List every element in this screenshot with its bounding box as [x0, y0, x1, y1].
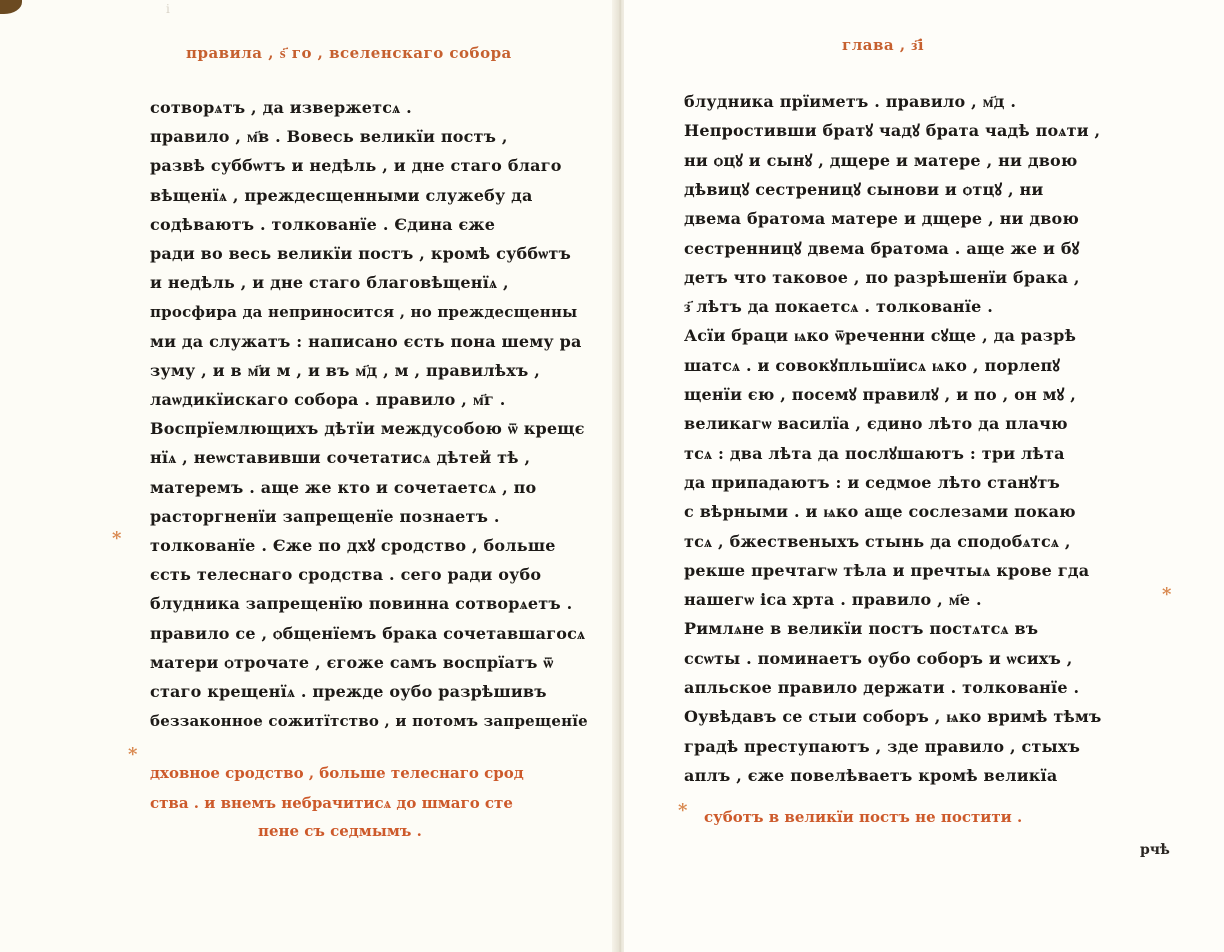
- text-line: єсть телеснаго сродства . сего ради оубо: [150, 565, 542, 585]
- text-line: нашегѡ іса хрта . правило , м҃е .: [684, 590, 982, 610]
- text-line: Оувѣдавъ се стыи соборъ , ѩко вримѣ тѣмъ: [684, 707, 1102, 727]
- left-footnote-line: пене съ седмымъ .: [258, 822, 422, 840]
- text-line: ради во весь великїи постъ , кромѣ суббѡтъ: [150, 244, 571, 263]
- text-line: апльское правило держати . толкованїе .: [684, 678, 1080, 697]
- text-line: блудника запрещенїю повинна сотворѧетъ .: [150, 594, 573, 614]
- footnote-asterisk: *: [678, 800, 688, 821]
- text-line: Асїи браци ѩко ѿреченни сꙋще , да разрѣ: [684, 326, 1077, 346]
- text-line: з҃ лѣтъ да покаетсѧ . толкованїе .: [684, 297, 994, 317]
- text-line: щенїи єю , посемꙋ правилꙋ , и по , он мꙋ ,: [684, 385, 1077, 404]
- text-line: ми да служатъ : написано єсть пона шему ра: [150, 331, 582, 351]
- text-line: двема братома матере и дщере , ни двою: [684, 209, 1080, 229]
- text-line: градѣ преступаютъ , зде правило , стыхъ: [684, 736, 1081, 756]
- margin-asterisk: *: [112, 528, 122, 549]
- left-footnote-line: ства . и внемъ небрачитисѧ до шмаго сте: [150, 794, 513, 812]
- text-line: сотворѧтъ , да извержетсѧ .: [150, 98, 412, 117]
- text-line: зуму , и в м҃и м , и въ м҃д , м , правилѣхъ ,: [150, 360, 540, 380]
- text-line: великагѡ василїа , єдино лѣто да плачю: [684, 414, 1068, 434]
- text-line: лаѡдикїискаго собора . правило , м҃г .: [150, 390, 506, 409]
- text-line: стаго крещенїѧ . прежде оубо разрѣшивъ: [150, 682, 547, 701]
- right-text-block: [684, 92, 1184, 785]
- right-footnote-line: суботъ в великїи постъ не постити .: [704, 808, 1023, 826]
- text-line: развѣ суббѡтъ и недѣль , и дне стаго благо: [150, 156, 562, 176]
- text-line: беззаконное сожитїтство , и потомъ запрещенїе: [150, 712, 588, 731]
- text-line: сестренницꙋ двема братома . аще же и бꙋ: [684, 238, 1080, 258]
- text-line: и недѣль , и дне стаго благовѣщенїѧ ,: [150, 273, 509, 293]
- text-line: да припадаютъ : и седмое лѣто станꙋтъ: [684, 472, 1060, 492]
- text-line: шатсѧ . и совокꙋпльшїисѧ ѩко , порлепꙋ: [684, 355, 1061, 375]
- text-line: детъ что таковое , по разрѣшенїи брака ,: [684, 267, 1080, 287]
- text-line: содѣваютъ . толкованїе . Єдина єже: [150, 214, 496, 234]
- right-page: [624, 0, 1224, 952]
- text-line: с вѣрными . и ѩко аще сослезами покаю: [684, 502, 1076, 522]
- text-line: Непростивши братꙋ чадꙋ брата чадѣ поѧти ,: [684, 121, 1101, 141]
- text-line: правило се , ѻбщенїемъ брака сочетавшагосѧ: [150, 623, 586, 643]
- text-line: толкованїе . Єже по дхꙋ сродство , больше: [150, 536, 556, 555]
- text-line: тсѧ , бжественыхъ стынь да сподобѧтсѧ ,: [684, 531, 1071, 551]
- text-line: тсѧ : два лѣта да послꙋшаютъ : три лѣта: [684, 443, 1065, 463]
- right-page-header: глава , з҃i: [842, 36, 925, 54]
- page-mark: ⅰ: [166, 2, 170, 16]
- text-line: матеремъ . аще же кто и сочетаетсѧ , по: [150, 477, 537, 497]
- text-line: просфира да неприносится , но преждесщенны: [150, 303, 578, 322]
- left-footnote-line: дховное сродство , больше телеснаго срод: [150, 764, 524, 782]
- text-line: матери ѻтрочате , єгоже самъ воспрїатъ ѿ: [150, 652, 554, 672]
- text-line: вѣщенїѧ , преждесщенными служебу да: [150, 185, 533, 205]
- text-line: правило , м҃в . Вовесь великїи постъ ,: [150, 127, 508, 147]
- text-line: аплъ , єже повелѣваетъ кромѣ великїа: [684, 765, 1058, 785]
- text-line: ссѡты . поминаетъ оубо соборъ и ѡсихъ ,: [684, 648, 1073, 668]
- signature-mark: рчѣ: [1140, 842, 1170, 858]
- text-line: ни ѻцꙋ и сынꙋ , дщере и матере , ни двою: [684, 150, 1078, 170]
- text-line: расторгненїи запрещенїе познаетъ .: [150, 506, 500, 526]
- left-text-block: [150, 98, 590, 738]
- text-line: Воспрїемлющихъ дѣтїи междусобою ѿ крещє: [150, 419, 585, 439]
- left-page-header: правила , ѕ҃ го , вселенскаго собора: [186, 44, 512, 62]
- text-line: нїѧ , неѡставивши сочетатисѧ дѣтей тѣ ,: [150, 448, 531, 468]
- text-line: блудника прїиметъ . правило , м҃д .: [684, 92, 1017, 111]
- text-line: дѣвицꙋ сестреницꙋ сынови и ѻтцꙋ , ни: [684, 179, 1044, 199]
- footnote-asterisk: *: [128, 744, 138, 765]
- text-line: Римлѧне в великїи постъ постѧтсѧ въ: [684, 619, 1039, 639]
- text-line: рекше пречтагѡ тѣла и пречтыѧ крове гда: [684, 560, 1090, 580]
- margin-asterisk: *: [1162, 584, 1172, 605]
- corner-stain: [0, 0, 22, 14]
